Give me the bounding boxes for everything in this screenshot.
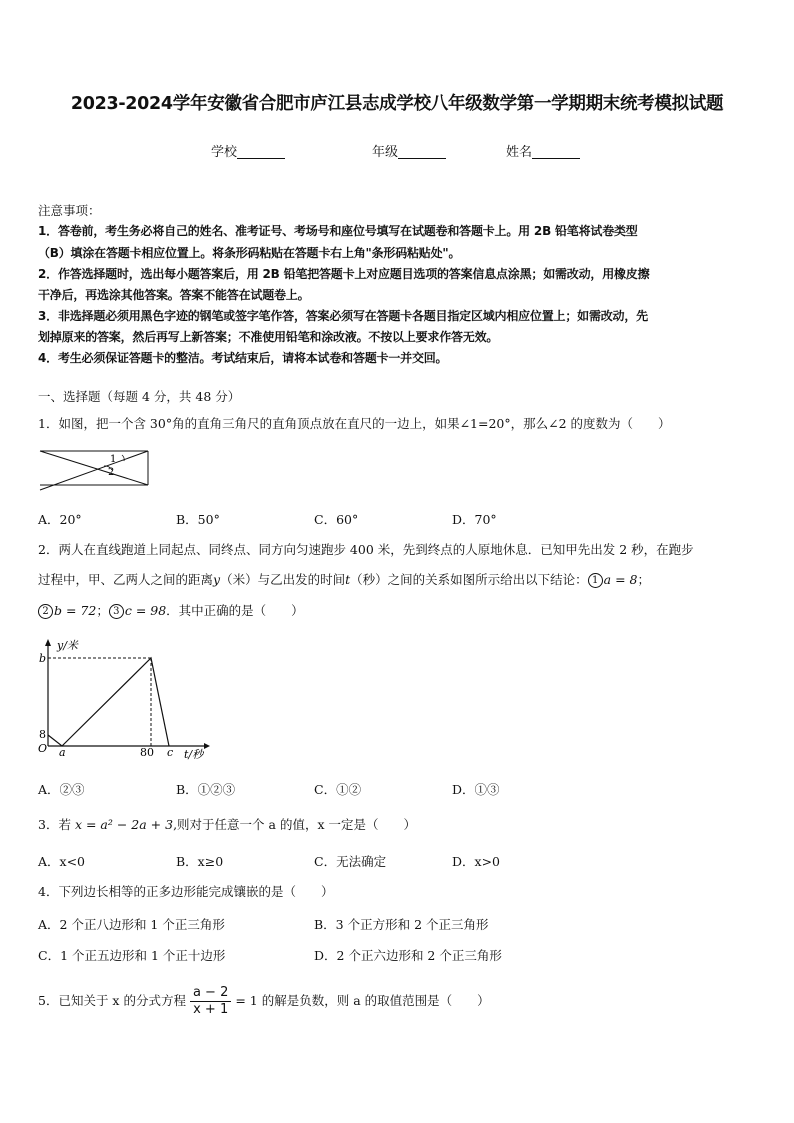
page-title: 2023-2024学年安徽省合肥市庐江县志成学校八年级数学第一学期期末统考模拟试题	[70, 94, 724, 114]
question-3-text	[38, 816, 416, 834]
notice-item-1-cont: （B）填涂在答题卡相应位置上。将条形码粘贴在答题卡右上角"条形码粘贴处"。	[38, 246, 461, 260]
q2-text-segment: ．其中正确的是（ ）	[166, 603, 304, 618]
conclusion-2: b = 72	[54, 603, 97, 618]
q2-separator: ；	[96, 603, 109, 618]
q5-text-segment: = 1 的解是负数，则 a 的取值范围是（ ）	[235, 993, 490, 1008]
t-axis-arrow	[204, 743, 210, 749]
q4-option-d[interactable]: D．2 个正六边形和 2 个正三角形	[314, 948, 502, 963]
q1-option-d[interactable]: D．70°	[452, 512, 497, 527]
b-label: b	[39, 652, 47, 665]
question-4-text: 4．下列边长相等的正多边形能完成镶嵌的是（ ）	[38, 884, 334, 899]
t-axis-label: t/秒	[184, 748, 204, 761]
school-field[interactable]	[211, 141, 285, 160]
q1-option-a[interactable]: A．20°	[38, 512, 82, 527]
y-axis-arrow	[45, 639, 51, 646]
q2-text-segment: （秒）之间的关系如图所示给出以下结论：	[350, 572, 588, 587]
question-2-line-2	[38, 571, 650, 589]
angle-2-label: 2	[108, 467, 115, 478]
q2-option-d[interactable]: D．①③	[452, 782, 500, 797]
q2-option-a[interactable]: A．②③	[38, 782, 85, 797]
q3-option-a[interactable]: A．x<0	[38, 854, 86, 869]
q3-option-b[interactable]: B．x≥0	[176, 854, 224, 869]
name-blank[interactable]	[532, 144, 580, 159]
angle-1-label: 1	[110, 454, 117, 465]
q5-text-segment: 5．已知关于 x 的分式方程	[38, 993, 186, 1008]
c-label: c	[167, 746, 174, 759]
question-2-line-1: 2．两人在直线跑道上同起点、同终点、同方向匀速跑步 400 米，先到终点的人原地休息．已知甲先出发 2 秒，在跑步	[38, 542, 694, 557]
conclusion-1-marker: 1	[588, 573, 603, 588]
q4-option-b[interactable]: B．3 个正方形和 2 个正三角形	[314, 917, 489, 932]
eighty-label: 80	[140, 746, 154, 759]
q5-numerator: a − 2	[190, 985, 231, 1002]
q5-denominator: x + 1	[193, 1002, 229, 1017]
conclusion-3-marker: 3	[109, 604, 124, 619]
q3-option-d[interactable]: D．x>0	[452, 854, 500, 869]
school-blank[interactable]	[237, 144, 285, 159]
grade-field[interactable]	[372, 141, 446, 160]
notice-item-4: 4．考生必须保证答题卡的整洁。考试结束后，请将本试卷和答题卡一并交回。	[38, 351, 448, 365]
notice-item-2-cont: 干净后，再选涂其他答案。答案不能答在试题卷上。	[38, 288, 310, 302]
q2-text-segment: ；	[637, 572, 650, 587]
question-5-text	[38, 983, 490, 1019]
q3-expression: x = a² − 2a + 3	[74, 817, 174, 832]
school-label: 学校	[211, 145, 238, 160]
q1-option-b[interactable]: B．50°	[176, 512, 220, 527]
conclusion-3: c = 98	[124, 603, 167, 618]
ruler-triangle-figure	[36, 444, 160, 494]
notice-item-3: 3．非选择题必须用黑色字迹的钢笔或签字笔作答，答案必须写在答题卡各题目指定区域内相应位置上；如需改动，先	[38, 309, 648, 323]
q3-text-segment: ,则对于任意一个 a 的值，x 一定是（ ）	[173, 817, 416, 832]
a-label: a	[59, 746, 66, 759]
q2-var-t: t	[345, 572, 351, 587]
eight-label: 8	[39, 728, 46, 741]
distance-time-graph	[34, 634, 214, 762]
origin-label: O	[38, 742, 48, 755]
q3-option-c[interactable]: C．无法确定	[314, 854, 387, 869]
notice-item-1: 1．答卷前，考生务必将自己的姓名、准考证号、考场号和座位号填写在试题卷和答题卡上。用 2B 铅笔将试卷类型	[38, 224, 638, 238]
q2-text-segment: （米）与乙出发的时间	[220, 572, 346, 587]
conclusion-1: a = 8	[603, 572, 638, 587]
notice-item-2: 2．作答选择题时，选出每小题答案后，用 2B 铅笔把答题卡上对应题目选项的答案信息点涂黑；如需改动，用橡皮擦	[38, 267, 650, 281]
distance-graph-line	[48, 658, 169, 746]
q4-option-a[interactable]: A．2 个正八边形和 1 个正三角形	[38, 917, 225, 932]
notice-heading: 注意事项：	[38, 203, 101, 218]
q4-option-c[interactable]: C．1 个正五边形和 1 个正十边形	[38, 948, 226, 963]
q2-option-b[interactable]: B．①②③	[176, 782, 236, 797]
q5-fraction	[190, 985, 231, 1018]
triangle-leg	[40, 451, 148, 490]
question-2-line-3	[38, 602, 304, 620]
q3-text-segment: 3．若	[38, 817, 75, 832]
notice-item-3-cont: 划掉原来的答案，然后再写上新答案；不准使用铅笔和涂改液。不按以上要求作答无效。	[38, 330, 499, 344]
triangle-hypotenuse	[40, 451, 148, 485]
q2-text-segment: 过程中，甲、乙两人之间的距离	[38, 572, 214, 587]
q2-var-y: y	[213, 572, 221, 587]
name-label: 姓名	[506, 145, 533, 160]
section-heading: 一、选择题（每题 4 分，共 48 分）	[38, 389, 241, 404]
grade-label: 年级	[372, 145, 399, 160]
question-1-text: 1．如图，把一个含 30°角的直角三角尺的直角顶点放在直尺的一边上，如果∠1=20°，那么∠2 的度数为（ ）	[38, 416, 671, 431]
y-axis-label: y/米	[57, 639, 78, 652]
q1-option-c[interactable]: C．60°	[314, 512, 359, 527]
student-info-row	[0, 141, 794, 161]
grade-blank[interactable]	[398, 144, 446, 159]
conclusion-2-marker: 2	[38, 604, 53, 619]
q2-option-c[interactable]: C．①②	[314, 782, 362, 797]
name-field[interactable]	[506, 141, 580, 160]
